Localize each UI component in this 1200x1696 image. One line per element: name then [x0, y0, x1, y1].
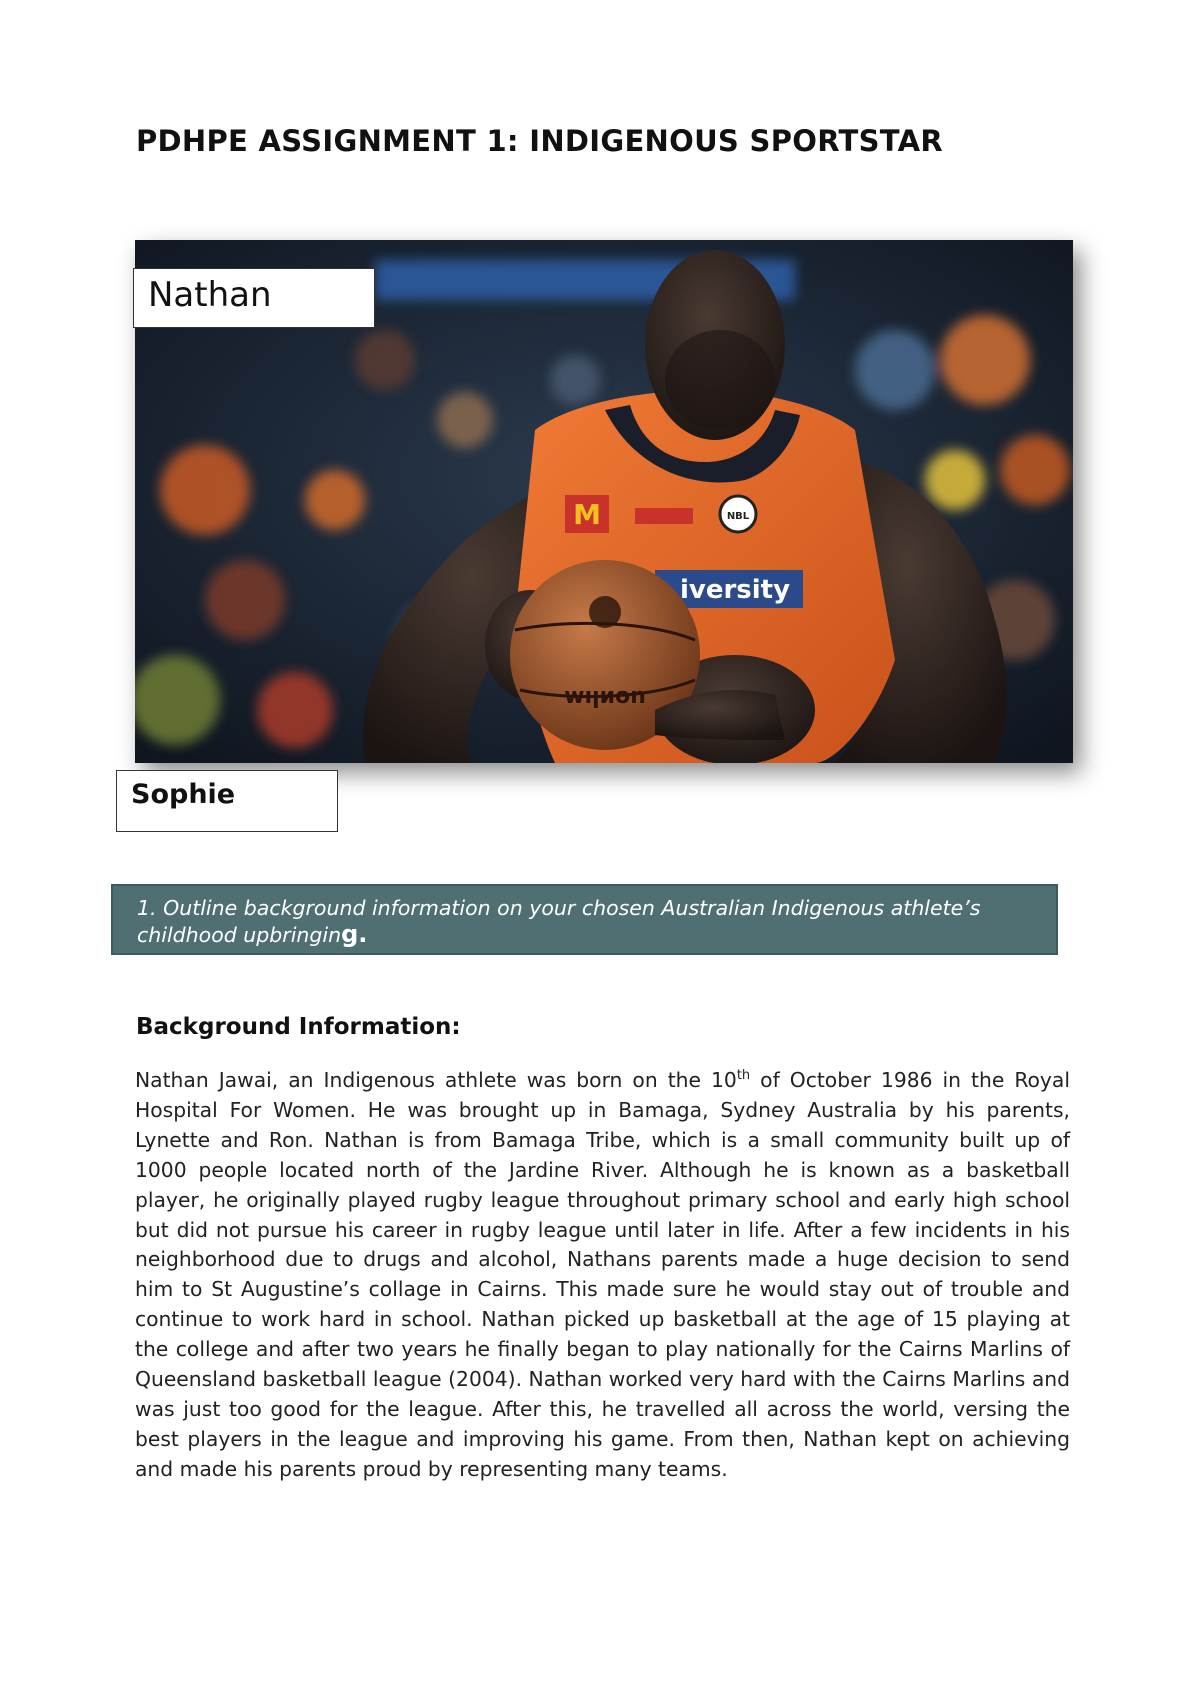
author-name-label: Sophie — [116, 770, 338, 832]
body-text-part1: Nathan Jawai, an Indigenous athlete was born on the 10 — [135, 1068, 737, 1092]
nbl-badge: NBL — [726, 511, 750, 522]
ordinal-suffix: th — [736, 1068, 751, 1084]
jersey-text: iversity — [679, 575, 791, 605]
body-text-part2: of October 1986 in the Royal Hospital For Women. He was brought up in Bamaga, Sydney Australia by his parents, Lynette and Ron. Nathan is from Bamaga Tribe, which is a small community built up of 1000 people located north of the Jardine River. Although he is known as a basketball player, he originally played rugby league throughout primary school and early high school but did not pursue his career in rugby league until later in life. After a few incidents in his neighborhood due to drugs and alcohol, Nathans parents made a huge decision to send him to St Augustine’s collage in Cairns. This made sure he would stay out of trouble and continue to work hard in school. Nathan picked up basketball at the age of 15 playing at the college and after two years he finally began to play nationally for the Cairns Marlins of Queensland basketball league (2004). Nathan worked very hard with the Cairns Marlins and was just too good for the league. After this, he travelled all across the world, versing the best players in the league and improving his game. From then, Nathan kept on achieving and made his parents proud by representing many teams. — [135, 1068, 1070, 1481]
ball-brand: uoᴎlıʍ — [564, 685, 646, 710]
athlete-name-label: Nathan — [133, 268, 375, 328]
section-heading: Background Information: — [136, 1014, 461, 1040]
sponsor-logo: M — [573, 498, 601, 531]
page-title: PDHPE ASSIGNMENT 1: INDIGENOUS SPORTSTAR — [136, 124, 944, 158]
body-paragraph — [135, 1066, 1070, 1485]
question-text: 1. Outline background information on your chosen Australian Indigenous athlete’s childhood upbringin — [137, 896, 981, 947]
question-text-tail: g. — [341, 920, 368, 948]
question-banner — [111, 884, 1058, 955]
